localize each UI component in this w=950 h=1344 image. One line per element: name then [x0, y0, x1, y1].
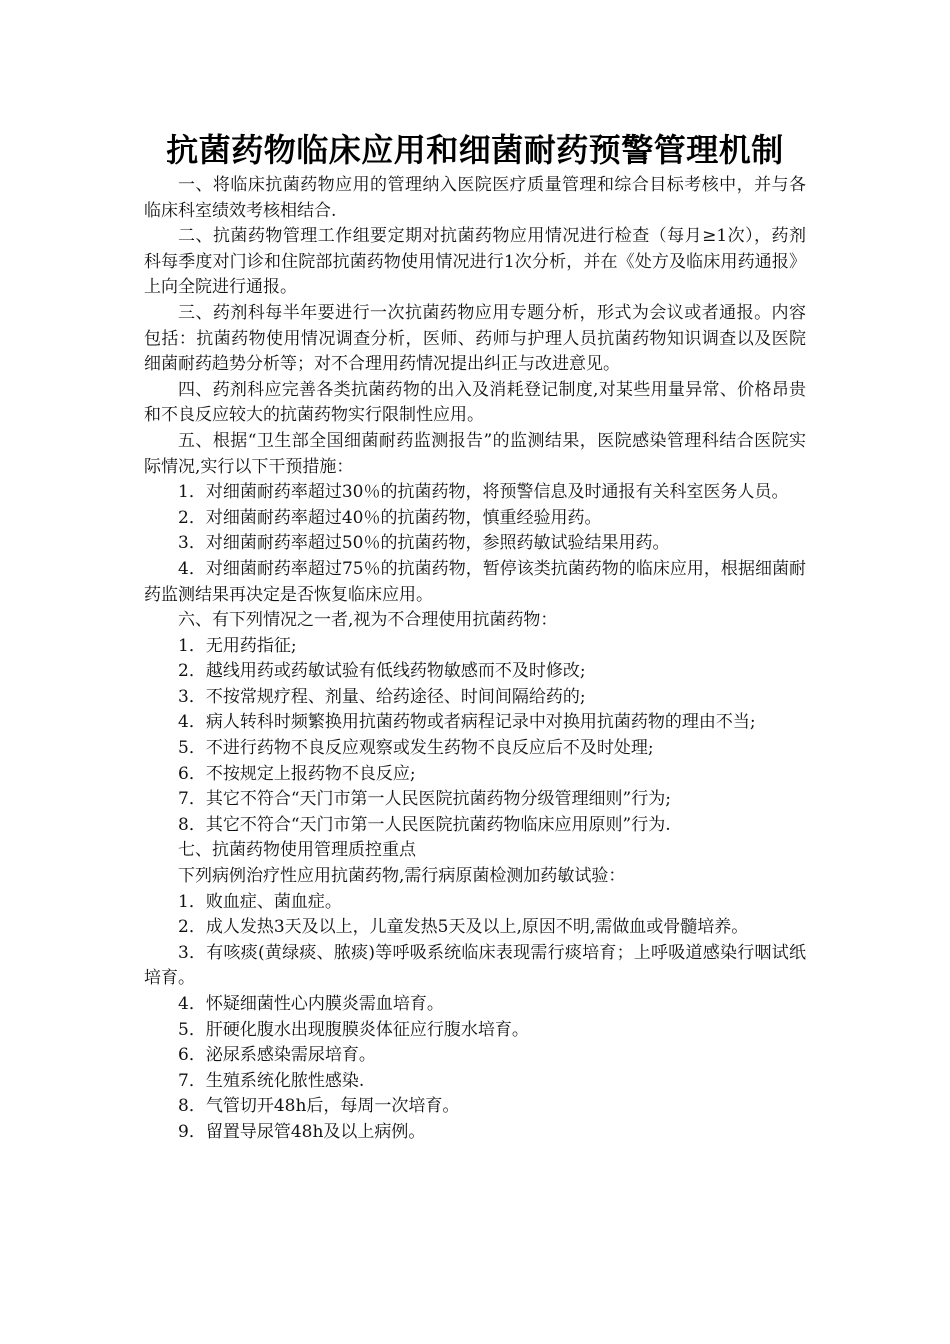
list-item: 3．不按常规疗程、剂量、给药途径、时间间隔给药的;	[178, 686, 586, 707]
list-item: 5．不进行药物不良反应观察或发生药物不良反应后不及时处理;	[178, 738, 654, 759]
paragraph-7: 七、抗菌药物使用管理质控重点	[178, 840, 416, 861]
list-item: 4．病人转科时频繁换用抗菌药物或者病程记录中对换用抗菌药物的理由不当;	[178, 712, 756, 733]
list-item: 4．对细菌耐药率超过75％的抗菌药物，暂停该类抗菌药物的临床应用，根据细菌耐药监测结果再决定是否恢复临床应用。	[144, 558, 806, 605]
list-item: 7．其它不符合“天门市第一人民医院抗菌药物分级管理细则”行为;	[178, 789, 671, 810]
list-item: 7．生殖系统化脓性感染.	[178, 1070, 365, 1091]
list-item: 3．对细菌耐药率超过50％的抗菌药物，参照药敏试验结果用药。	[178, 533, 670, 554]
list-item: 6．泌尿系感染需尿培育。	[178, 1045, 376, 1066]
document-body	[144, 173, 806, 1146]
paragraph-6: 六、有下列情况之一者,视为不合理使用抗菌药物：	[178, 610, 558, 631]
list-item: 8．气管切开48h后，每周一次培育。	[178, 1096, 460, 1117]
list-item: 8．其它不符合“天门市第一人民医院抗菌药物临床应用原则”行为.	[178, 814, 671, 835]
document-title: 抗菌药物临床应用和细菌耐药预警管理机制	[166, 131, 784, 169]
list-item: 3．有咳痰(黄绿痰、脓痰)等呼吸系统临床表现需行痰培育；上呼吸道感染行咽试纸培育。	[144, 942, 806, 989]
list-item: 2．对细菌耐药率超过40％的抗菌药物，慎重经验用药。	[178, 507, 602, 528]
paragraph-4: 四、药剂科应完善各类抗菌药物的出入及消耗登记制度,对某些用量异常、价格昂贵和不良反应较大的抗菌药物实行限制性应用。	[144, 379, 806, 426]
list-item: 4．怀疑细菌性心内膜炎需血培育。	[178, 994, 444, 1014]
list-item: 2．成人发热3天及以上，儿童发热5天及以上,原因不明,需做血或骨髓培养。	[178, 917, 749, 938]
list-item: 1．败血症、菌血症。	[178, 891, 342, 912]
list-item: 1．对细菌耐药率超过30％的抗菌药物，将预警信息及时通报有关科室医务人员。	[178, 482, 789, 503]
paragraph-8: 下列病例治疗性应用抗菌药物,需行病原菌检测加药敏试验：	[178, 866, 626, 887]
list-item: 9．留置导尿管48h及以上病例。	[178, 1121, 426, 1142]
list-item: 2．越线用药或药敏试验有低线药物敏感而不及时修改;	[178, 661, 586, 682]
paragraph-2: 二、抗菌药物管理工作组要定期对抗菌药物应用情况进行检查（每月≥1次），药剂科每季度对门诊和住院部抗菌药物使用情况进行1次分析，并在《处方及临床用药通报》上向全院进行通报。	[144, 226, 806, 298]
paragraph-3: 三、药剂科每半年要进行一次抗菌药物应用专题分析，形式为会议或者通报。内容包括：抗菌药物使用情况调查分析，医师、药师与护理人员抗菌药物知识调查以及医院细菌耐药趋势分析等；对不合理用药情况提出纠正与改进意见。	[144, 302, 806, 375]
paragraph-1: 一、将临床抗菌药物应用的管理纳入医院医疗质量管理和综合目标考核中，并与各临床科室绩效考核相结合.	[144, 175, 806, 221]
list-item: 6．不按规定上报药物不良反应;	[178, 763, 416, 784]
list-item: 5．肝硬化腹水出现腹膜炎体征应行腹水培育。	[178, 1019, 529, 1040]
paragraph-5: 五、根据“卫生部全国细菌耐药监测报告”的监测结果，医院感染管理科结合医院实际情况,实行以下干预措施：	[144, 430, 806, 477]
list-item: 1．无用药指征;	[178, 635, 297, 656]
